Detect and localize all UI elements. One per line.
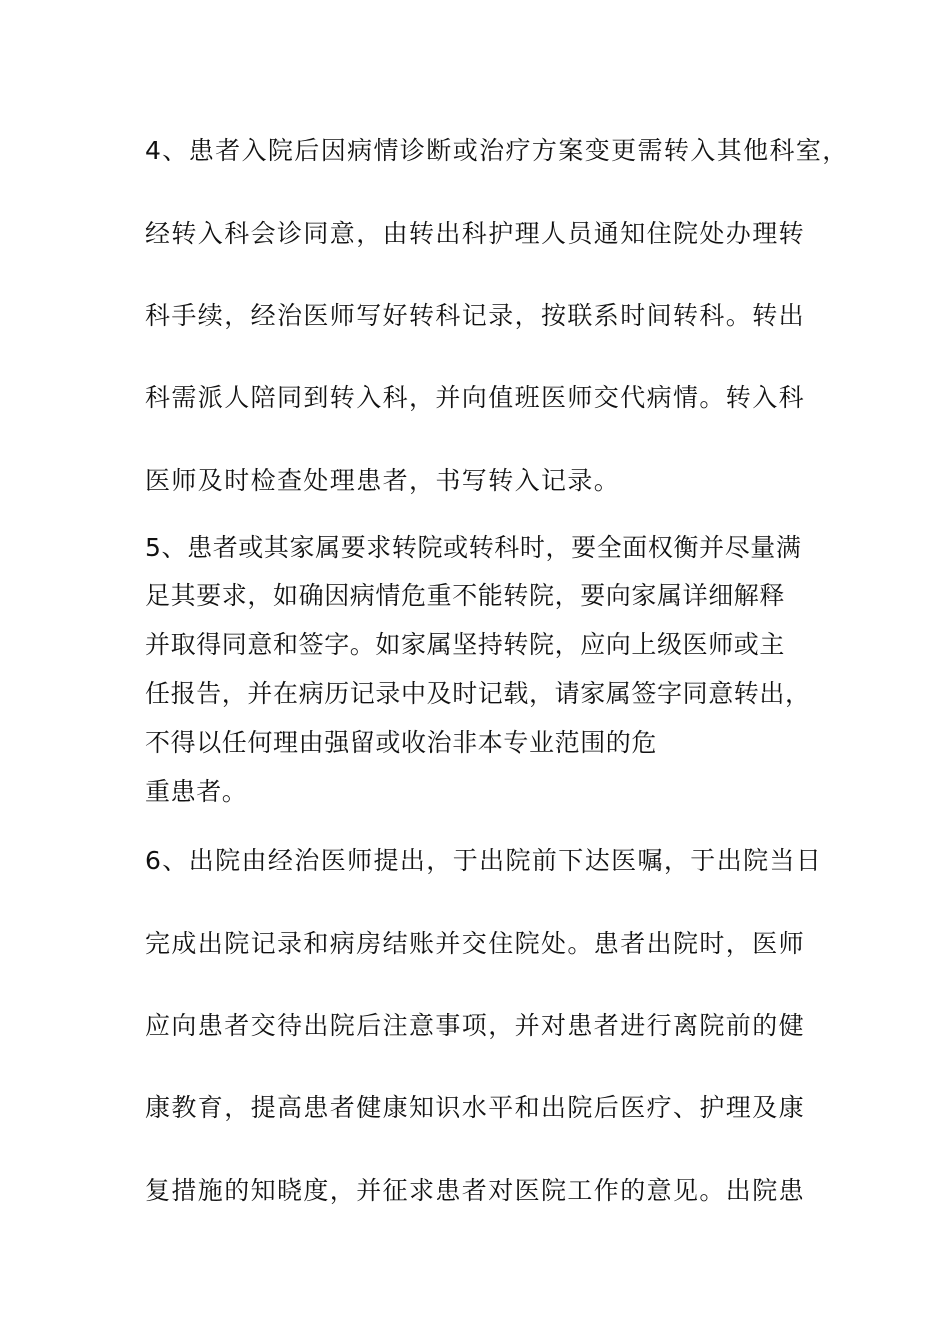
item6-line-1: 6、出院由经治医师提出，于出院前下达医嘱，于出院当日 (145, 846, 823, 875)
item5-line-3: 并取得同意和签字。如家属坚持转院，应向上级医师或主 (145, 630, 786, 659)
item5-line-4: 任报告，并在病历记录中及时记载，请家属签字同意转出， (145, 679, 811, 708)
item5-line-1: 5、患者或其家属要求转院或转科时，要全面权衡并尽量满 (145, 533, 802, 562)
item6-line-4: 康教育，提高患者健康知识水平和出院后医疗、护理及康 (145, 1093, 806, 1122)
item6-line-2: 完成出院记录和病房结账并交住院处。患者出院时，医师 (145, 929, 806, 958)
item4-line-4: 科需派人陪同到转入科，并向值班医师交代病情。转入科 (145, 383, 806, 412)
item4-line-1: 4、患者入院后因病情诊断或治疗方案变更需转入其他科室， (145, 136, 849, 165)
item6-line-5: 复措施的知晓度，并征求患者对医院工作的意见。出院患 (145, 1176, 806, 1205)
item4-line-2: 经转入科会诊同意，由转出科护理人员通知住院处办理转 (145, 219, 806, 248)
item5-line-6: 重患者。 (145, 777, 248, 806)
item4-line-5: 医师及时检查处理患者，书写转入记录。 (145, 466, 621, 495)
item4-line-3: 科手续，经治医师写好转科记录，按联系时间转科。转出 (145, 301, 806, 330)
item6-line-3: 应向患者交待出院后注意事项，并对患者进行离院前的健 (145, 1011, 806, 1040)
item5-line-2: 足其要求，如确因病情危重不能转院，要向家属详细解释 (145, 581, 786, 610)
item5-line-5: 不得以任何理由强留或收治非本专业范围的危 (145, 728, 658, 757)
